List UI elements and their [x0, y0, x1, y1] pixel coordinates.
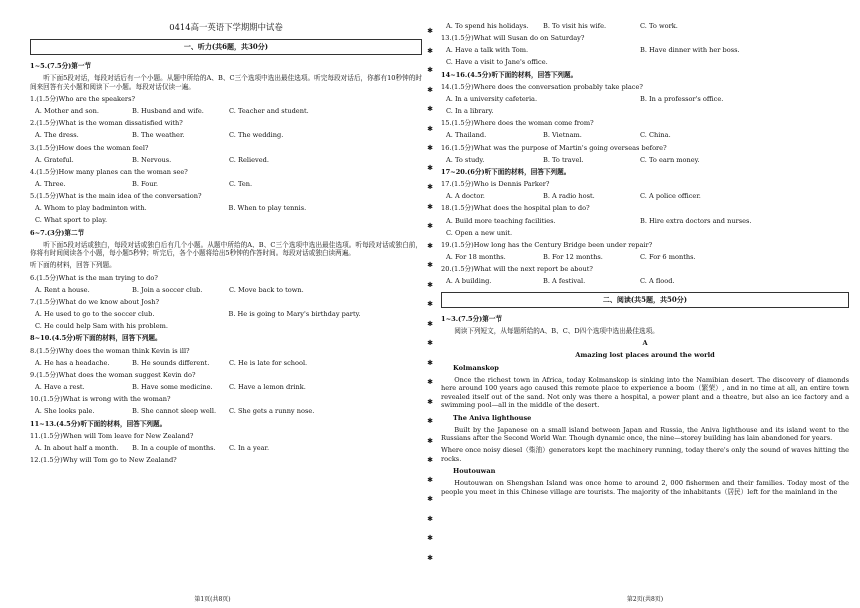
option: C. What sport to play.	[35, 216, 108, 225]
star-mark: ✱	[427, 534, 433, 542]
page-footer: 第2页(共8页)	[626, 596, 664, 604]
option: C. In a library.	[446, 107, 494, 116]
star-mark: ✱	[427, 553, 433, 562]
option: B. Hire extra doctors and nurses.	[640, 216, 752, 225]
star-mark: ✱	[427, 319, 433, 328]
star-mark: ✱	[427, 27, 433, 35]
option: B. When to play tennis.	[228, 204, 307, 213]
instructions: 听下面5段对话，每段对话后有一个小题。从题中所给的A、B、C三个选项中选出最佳选项。听完每段对话后，你都有10秒钟的时间来回答有关小题和阅读下一小题。每段对话仅读一遍。	[30, 74, 422, 91]
option: A. He has a headache.	[35, 358, 110, 367]
page-footer: 第1页(共8页)	[194, 596, 231, 604]
star-mark: ✱	[427, 202, 433, 211]
question: 20.(1.5分)What will the next report be about?	[441, 265, 593, 274]
option: C. A police officer.	[640, 192, 701, 201]
passage-label: A	[642, 339, 648, 348]
option: B. Have dinner with her boss.	[640, 46, 740, 55]
option: C. To work.	[640, 22, 678, 30]
star-mark: ✱	[427, 46, 433, 55]
options	[441, 229, 849, 238]
star-mark: ✱	[427, 66, 433, 74]
star-mark: ✱	[427, 339, 433, 347]
option: C. She gets a runny nose.	[229, 407, 315, 416]
star-mark: ✱	[427, 378, 433, 386]
star-mark: ✱	[427, 417, 433, 425]
option: C. Move back to town.	[229, 285, 304, 294]
option: A. A doctor.	[446, 192, 485, 201]
option: B. He is going to Mary's birthday party.	[228, 310, 361, 319]
options	[30, 383, 422, 392]
star-mark: ✱	[427, 456, 433, 464]
question-group: 17~20.(6分)听下面的材料，回答下列题。	[441, 167, 571, 176]
option: B. In a professor's office.	[640, 94, 724, 103]
star-mark: ✱	[427, 124, 433, 133]
option: A. Thailand.	[446, 131, 487, 140]
passage-subheading: Houtouwan	[453, 467, 496, 476]
section-listening-header: 一、听力(共6题，共30分)	[30, 39, 422, 55]
page-1	[0, 0, 425, 608]
options	[441, 217, 849, 226]
option: A. Whom to play badminton with.	[35, 204, 147, 213]
question: 19.(1.5分)How long has the Century Bridge been under repair?	[441, 240, 653, 249]
star-mark: ✱	[427, 280, 433, 289]
options	[441, 156, 849, 165]
option: C. For 6 months.	[640, 252, 696, 261]
options	[441, 46, 849, 55]
question: 7.(1.5分)What do we know about Josh?	[30, 297, 159, 306]
instructions: 听下面5段对话或独白，每段对话或独白后有几个小题。从题中所给的A、B、C三个选项中选出最佳选项。听每段对话或独白前，你将有时间阅读各个小题，每小题5秒钟；听完后，各个小题将给出5秒钟的作答时间。每段对话或独白读两遍。	[30, 240, 422, 258]
option: C. Have a lemon drink.	[229, 383, 306, 392]
question: 3.(1.5分)How does the woman feel?	[30, 143, 149, 152]
star-mark: ✱	[427, 241, 433, 250]
passage-subheading: Kolmanskop	[453, 363, 499, 372]
options	[30, 131, 422, 140]
option: A. In a university cafeteria.	[446, 94, 538, 103]
star-mark: ✱	[427, 397, 433, 406]
question: 13.(1.5分)What will Susan do on Saturday?	[441, 34, 585, 43]
option: C. To earn money.	[640, 155, 700, 164]
option: B. Four.	[132, 179, 158, 188]
option: A. The dress.	[35, 131, 79, 140]
star-mark: ✱	[427, 222, 433, 230]
passage-subheading: The Aniva lighthouse	[453, 413, 532, 422]
question-group: 14~16.(4.5分)听下面的材料，回答下列题。	[441, 70, 578, 79]
options	[441, 107, 849, 116]
passage-paragraph: Where once noisy diesel（柴油）generators kept the machinery running, today there's only the sound of waves hitting the rocks.	[441, 446, 849, 463]
option: C. He could help Sam with his problem.	[35, 322, 168, 331]
question: 17.(1.5分)Who is Dennis Parker?	[441, 180, 550, 189]
options	[30, 286, 422, 295]
option: A. Have a rest.	[35, 383, 85, 392]
option: C. Open a new unit.	[446, 228, 513, 237]
passage-paragraph: Built by the Japanese on a small island between Japan and Russia, the Aniva lighthouse and its island went to the Russians after the Second World War. Though dynamic once, the nine—storey building has lain abandoned for years.	[441, 425, 849, 443]
question: 8.(1.5分)Why does the woman think Kevin is ill?	[30, 346, 190, 355]
option: A. In about half a month.	[35, 443, 119, 452]
option: C. Teacher and student.	[229, 107, 309, 116]
option: A. Build more teaching facilities.	[446, 216, 556, 225]
options	[30, 310, 422, 319]
question: 4.(1.5分)How many planes can the woman see?	[30, 167, 188, 176]
option: C. China.	[640, 131, 671, 140]
option: B. To travel.	[543, 155, 584, 164]
question: 1.(1.5分)Who are the speakers?	[30, 94, 135, 103]
option: A. To study.	[446, 155, 485, 164]
question-group: 1~3.(7.5分)第一节	[441, 314, 503, 323]
star-mark: ✱	[427, 300, 433, 308]
star-mark: ✱	[427, 144, 433, 152]
options	[30, 107, 422, 116]
star-mark: ✱	[427, 436, 433, 445]
option: C. In a year.	[229, 443, 270, 452]
question: 9.(1.5分)What does the woman suggest Kevin do?	[30, 370, 196, 379]
option: B. He sounds different.	[132, 358, 210, 367]
option: A. Three.	[35, 179, 66, 188]
star-mark: ✱	[427, 358, 433, 367]
options	[441, 95, 849, 104]
option: C. Relieved.	[229, 155, 269, 164]
option: B. Join a soccer club.	[132, 285, 203, 294]
option: B. A festival.	[543, 277, 586, 286]
question: 5.(1.5分)What is the main idea of the conversation?	[30, 192, 202, 201]
star-mark: ✱	[427, 105, 433, 113]
question: 14.(1.5分)Where does the conversation probably take place?	[441, 82, 643, 91]
options	[441, 192, 849, 201]
options	[30, 156, 422, 165]
options	[30, 204, 422, 213]
page-2-column	[441, 22, 849, 500]
option: B. For 12 months.	[543, 252, 603, 261]
options	[441, 277, 849, 286]
option: B. To visit his wife.	[543, 22, 607, 30]
star-mark: ✱	[427, 183, 433, 191]
options	[30, 359, 422, 368]
options	[441, 131, 849, 140]
option: A. Rent a house.	[35, 285, 90, 294]
option: A. Mother and son.	[35, 107, 99, 116]
question-group: 6~7.(3分)第二节	[30, 228, 85, 237]
star-mark: ✱	[427, 475, 433, 484]
option: A. To spend his holidays.	[446, 22, 529, 30]
star-mark: ✱	[427, 163, 433, 172]
question: 11.(1.5分)When will Tom leave for New Zealand?	[30, 431, 194, 440]
exam-title: 0414高一英语下学期期中试卷	[169, 22, 283, 32]
question: 12.(1.5分)Why will Tom go to New Zealand?	[30, 455, 177, 464]
question-group: 1~5.(7.5分)第一节	[30, 62, 92, 71]
question: 15.(1.5分)Where does the woman come from?	[441, 119, 594, 128]
option: A. Have a talk with Tom.	[446, 46, 529, 55]
question: 10.(1.5分)What is wrong with the woman?	[30, 395, 171, 404]
options	[441, 22, 849, 31]
star-mark: ✱	[427, 495, 433, 503]
option: B. Nervous.	[132, 155, 172, 164]
option: B. A radio host.	[543, 192, 595, 201]
options	[30, 407, 422, 416]
page-2	[430, 0, 860, 608]
question: 6.(1.5分)What is the man trying to do?	[30, 273, 158, 282]
option: B. The weather.	[132, 131, 185, 140]
option: A. A building.	[446, 277, 492, 286]
section-reading-header: 二、阅读(共5题，共50分)	[441, 292, 849, 308]
options	[30, 216, 422, 225]
passage-paragraph: Houtouwan on Shengshan Island was once home to around 2, 000 fishermen and their families. Today most of the people you meet in this Chinese village are tourists. The majority of the inhabitants（居民）left for the mainland in the	[441, 479, 849, 496]
passage-paragraph: Once the richest town in Africa, today Kolmanskop is sinking into the Namibian desert. The discovery of diamonds here around 100 years ago caused this remote place to experience a boom（繁荣）, and in no time at all, an entire town revealed itself out of the sand. Not only was there a hospital, a power plant and a theatre, but also an ice factory and a swimming pool—all in the middle of the desert.	[441, 375, 849, 410]
option: A. She looks pale.	[35, 407, 95, 416]
options	[441, 253, 849, 262]
options	[441, 58, 849, 67]
question-group: 11~13.(4.5分)听下面的材料，回答下列题。	[30, 419, 167, 428]
options	[30, 180, 422, 189]
option: B. Husband and wife.	[132, 107, 204, 116]
option: C. The wedding.	[229, 131, 284, 140]
option: A. He used to go to the soccer club.	[35, 310, 155, 319]
instructions: 听下面的材料，回答下列题。	[30, 261, 116, 270]
option: A. For 18 months.	[446, 252, 506, 261]
question: 2.(1.5分)What is the woman dissatisfied with?	[30, 119, 183, 128]
question: 18.(1.5分)What does the hospital plan to do?	[441, 204, 590, 213]
options	[30, 444, 422, 453]
question-group: 8~10.(4.5分)听下面的材料，回答下列题。	[30, 334, 162, 343]
option: B. In a couple of months.	[132, 443, 216, 452]
page-1-column	[30, 20, 422, 468]
option: B. Have some medicine.	[132, 383, 213, 392]
option: C. Ten.	[229, 179, 253, 188]
star-mark: ✱	[427, 85, 433, 94]
option: C. Have a visit to Jane's office.	[446, 58, 548, 67]
instructions: 阅读下列短文，从每题所给的A、B、C、D四个选项中选出最佳选项。	[454, 327, 659, 336]
passage-title: Amazing lost places around the world	[575, 351, 715, 360]
question: 16.(1.5分)What was the purpose of Martin's going overseas before?	[441, 143, 667, 152]
options	[30, 322, 422, 331]
option: C. He is late for school.	[229, 358, 308, 367]
star-mark: ✱	[427, 261, 433, 269]
option: B. She cannot sleep well.	[132, 407, 217, 416]
option: A. Grateful.	[35, 155, 74, 164]
option: C. A flood.	[640, 277, 675, 286]
star-mark: ✱	[427, 514, 433, 523]
option: B. Vietnam.	[543, 131, 582, 140]
